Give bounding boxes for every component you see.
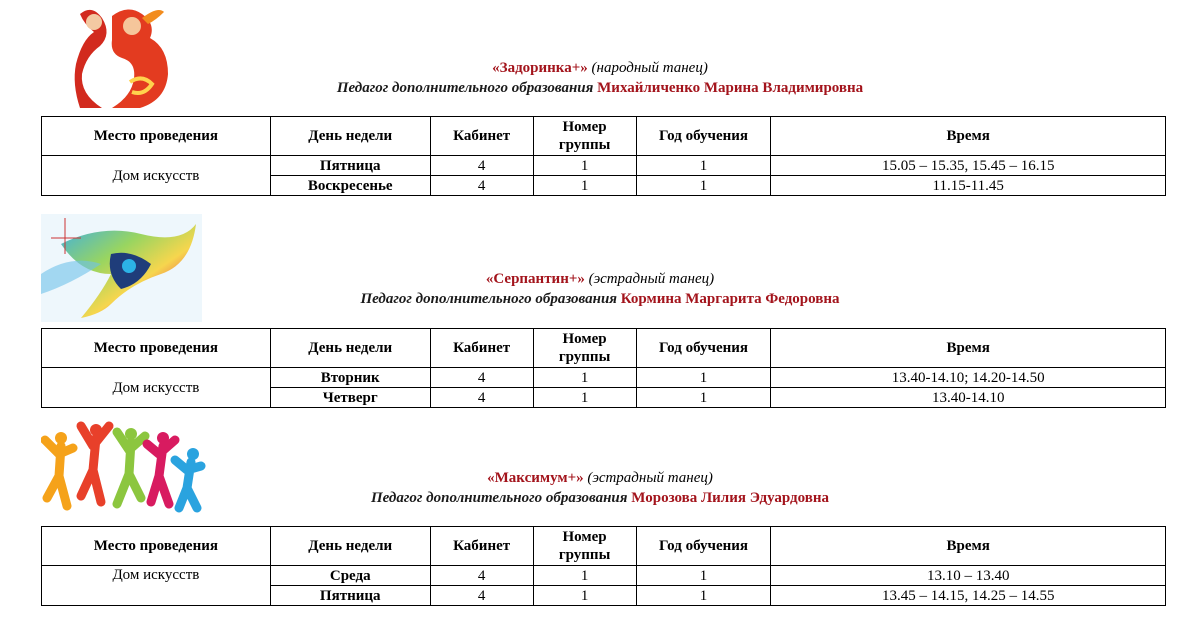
day-cell: Вторник xyxy=(270,368,430,388)
column-header-group: Номер группы xyxy=(533,117,636,156)
place-cell: Дом искусств xyxy=(42,566,271,606)
year-cell: 1 xyxy=(636,156,771,176)
column-header-time: Время xyxy=(771,117,1166,156)
time-cell: 11.15-11.45 xyxy=(771,176,1166,196)
club-genre: (народный танец) xyxy=(591,60,708,76)
club-title-line xyxy=(0,58,1200,78)
year-cell: 1 xyxy=(636,566,771,586)
room-cell: 4 xyxy=(430,388,533,408)
time-cell: 15.05 – 15.35, 15.45 – 16.15 xyxy=(771,156,1166,176)
day-cell: Среда xyxy=(270,566,430,586)
column-header-room: Кабинет xyxy=(430,527,533,566)
teacher-line xyxy=(0,289,1200,309)
room-cell: 4 xyxy=(430,586,533,606)
place-cell: Дом искусств xyxy=(42,156,271,196)
column-header-room: Кабинет xyxy=(430,329,533,368)
time-cell: 13.10 – 13.40 xyxy=(771,566,1166,586)
teacher-label: Педагог дополнительного образования xyxy=(360,291,618,307)
column-header-group: Номер группы xyxy=(533,329,636,368)
room-cell: 4 xyxy=(430,176,533,196)
teacher-line xyxy=(0,78,1200,98)
section-heading xyxy=(0,269,1200,309)
column-header-group: Номер группы xyxy=(533,527,636,566)
teacher-line xyxy=(0,488,1200,508)
room-cell: 4 xyxy=(430,566,533,586)
column-header-place: Место проведения xyxy=(42,527,271,566)
table-header-row xyxy=(42,527,1166,566)
table-header-row xyxy=(42,329,1166,368)
club-name: «Серпантин+» xyxy=(485,271,585,287)
time-cell: 13.40-14.10; 14.20-14.50 xyxy=(771,368,1166,388)
group-cell: 1 xyxy=(533,586,636,606)
time-cell: 13.45 – 14.15, 14.25 – 14.55 xyxy=(771,586,1166,606)
section-heading xyxy=(0,58,1200,98)
club-name: «Задоринка+» xyxy=(492,60,588,76)
group-cell: 1 xyxy=(533,388,636,408)
teacher-label: Педагог дополнительного образования xyxy=(336,80,594,96)
column-header-day: День недели xyxy=(270,117,430,156)
club-genre: (эстрадный танец) xyxy=(587,470,713,486)
column-header-time: Время xyxy=(771,329,1166,368)
column-header-year: Год обучения xyxy=(636,329,771,368)
teacher-label: Педагог дополнительного образования xyxy=(370,490,628,506)
time-cell: 13.40-14.10 xyxy=(771,388,1166,408)
day-cell: Пятница xyxy=(270,586,430,606)
table-row xyxy=(42,156,1166,176)
group-cell: 1 xyxy=(533,176,636,196)
table-header-row xyxy=(42,117,1166,156)
column-header-year: Год обучения xyxy=(636,117,771,156)
table-row xyxy=(42,566,1166,586)
year-cell: 1 xyxy=(636,176,771,196)
column-header-year: Год обучения xyxy=(636,527,771,566)
club-title-line xyxy=(0,468,1200,488)
schedule-table xyxy=(41,526,1166,606)
teacher-name: Морозова Лилия Эдуардовна xyxy=(631,490,830,506)
day-cell: Пятница xyxy=(270,156,430,176)
group-cell: 1 xyxy=(533,368,636,388)
column-header-day: День недели xyxy=(270,527,430,566)
section-heading xyxy=(0,468,1200,508)
club-genre: (эстрадный танец) xyxy=(588,271,715,287)
column-header-day: День недели xyxy=(270,329,430,368)
year-cell: 1 xyxy=(636,368,771,388)
day-cell: Четверг xyxy=(270,388,430,408)
club-name: «Максимум+» xyxy=(487,470,584,486)
column-header-room: Кабинет xyxy=(430,117,533,156)
teacher-name: Кормина Маргарита Федоровна xyxy=(620,291,840,307)
year-cell: 1 xyxy=(636,388,771,408)
table-row xyxy=(42,368,1166,388)
group-cell: 1 xyxy=(533,156,636,176)
place-cell: Дом искусств xyxy=(42,368,271,408)
column-header-time: Время xyxy=(771,527,1166,566)
year-cell: 1 xyxy=(636,586,771,606)
club-title-line xyxy=(0,269,1200,289)
room-cell: 4 xyxy=(430,156,533,176)
day-cell: Воскресенье xyxy=(270,176,430,196)
teacher-name: Михайличенко Марина Владимировна xyxy=(597,80,864,96)
room-cell: 4 xyxy=(430,368,533,388)
column-header-place: Место проведения xyxy=(42,329,271,368)
column-header-place: Место проведения xyxy=(42,117,271,156)
schedule-table xyxy=(41,116,1166,196)
schedule-table xyxy=(41,328,1166,408)
group-cell: 1 xyxy=(533,566,636,586)
